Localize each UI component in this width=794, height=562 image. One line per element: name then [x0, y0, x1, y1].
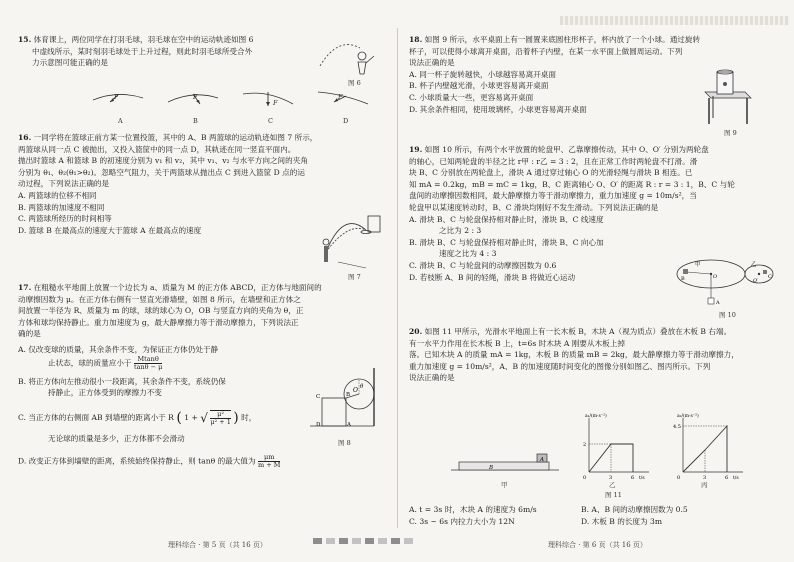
- q18-option-c: C. 小球质量大一些，更容易离开桌面: [409, 92, 534, 102]
- figure-7-basketball: [318, 212, 384, 270]
- q17-option-c-paren-right: ): [233, 409, 239, 426]
- q15-option-b-label: B: [193, 117, 198, 125]
- q17-option-c-sqrt-sign: √: [200, 410, 208, 425]
- q16-stem-line: 抛出时篮球 A 和篮球 B 的初速度分别为 v₁ 和 v₂，其中 v₁、v₂ 与水平方向之间的夹角: [18, 156, 308, 166]
- figure-10-caption: 图 10: [719, 311, 736, 319]
- figure-10-label-yi: 乙: [751, 262, 757, 268]
- figure-9-cup-on-table: [699, 62, 755, 126]
- q19-option-a-line2: 之比为 2 : 3: [439, 226, 482, 236]
- q15-force-label-d: F: [338, 93, 343, 101]
- q19-stem-line: 如图 10 所示，有两个水平放置的轮盘甲、乙靠摩擦传动，其中 O、O′ 分别为两轮盘: [424, 145, 709, 154]
- figure-11-bing-graph: [671, 412, 747, 482]
- q18-option-d: D. 其余条件相同，使用玻璃杯，小球更容易离开桌面: [409, 104, 587, 114]
- q19-option-a-line1: A. 滑块 B、C 与轮盘保持相对静止时，滑块 B、C 线速度: [409, 214, 604, 224]
- q15-stem-line: 力示意图可能正确的是: [32, 58, 108, 68]
- figure-8-label-o: O: [353, 387, 358, 394]
- figure-11-yi-graph: [579, 412, 655, 482]
- q19-option-b-line2: 速度之比为 4 : 3: [439, 249, 497, 259]
- q17-option-a-numerator: Mtanθ: [134, 356, 162, 364]
- q20-options: [409, 504, 779, 527]
- yi-y-tick: 2: [583, 442, 587, 448]
- q17-option-d: [18, 454, 388, 469]
- q20-option-c: C. 3s ~ 6s 内拉力大小为 12N: [409, 516, 515, 526]
- q17-option-a-line1: A. 仅改变球的质量，其余条件不变，为保证正方体仍处于静: [18, 344, 219, 354]
- q16-option-c: C. 两篮球所经历的时间相等: [18, 214, 112, 224]
- q18-stem-line: 杯子，可以使得小球离开桌面，沿着杯子内壁，在某一水平面上做圆周运动。下列: [409, 46, 683, 56]
- figure-10-label-a: A: [716, 300, 720, 306]
- q19-option-d: D. 若枝断 A、B 间的轻绳，滑块 B 将做近心运动: [409, 272, 576, 282]
- footer-mark: [352, 538, 361, 544]
- figure-8-cube-ball: [308, 364, 384, 434]
- figure-8-label-theta: θ: [360, 384, 364, 390]
- q17-option-a-fraction: [134, 356, 162, 371]
- footer-mark: [378, 538, 387, 544]
- q15-option-d-label: D: [343, 117, 349, 125]
- q19-stem-line: 的轴心，已知两轮盘的半径之比 r甲 : r乙 = 3 : 2，且在正常工作时两轮盘不打滑。滑: [409, 156, 698, 166]
- q16-stem-line: 分别为 θ₁、θ₂(θ₁>θ₂)。忽略空气阻力，关于两篮球从抛出点 C 到进入篮筐 D 点的运: [18, 167, 305, 177]
- page-divider: [397, 28, 398, 528]
- bing-x-tick-0: 0: [677, 475, 681, 481]
- q17-option-c-fraction: [210, 410, 231, 426]
- yi-x-axis-label: t/s: [639, 476, 645, 481]
- q17-number: 17.: [18, 283, 32, 292]
- q19-option-b-line1: B. 滑块 B、C 与轮盘保持相对静止时，滑块 B、C 向心加: [409, 237, 604, 247]
- figure-10-label-o: O: [713, 274, 718, 280]
- q15-force-label-c: F: [273, 99, 278, 107]
- q15-number: 15.: [18, 35, 32, 44]
- yi-x-tick-3: 3: [609, 475, 613, 481]
- figure-10-wheels: [671, 252, 775, 308]
- q19-stem-line: 知 mA = 0.2kg，mB = mC = 1kg，B、C 距离轴心 O、O′ 的距离 R : r = 3 : 1，B、C 与轮: [409, 179, 735, 189]
- q15-force-label-b: F: [193, 93, 198, 101]
- figure-8-label-b: B: [346, 392, 351, 398]
- footer-mark: [326, 538, 335, 544]
- figure-11-sub-caption-jia: 甲: [501, 481, 508, 489]
- q15-option-d-arrow: [318, 92, 368, 104]
- q20-options-row2: [409, 516, 779, 528]
- figure-10-label-c: C: [768, 274, 772, 280]
- q20-option-a: A. t = 3s 时，木块 A 的速度为 6m/s: [409, 505, 537, 514]
- q17-option-c-one-plus: 1 +: [184, 412, 198, 422]
- q17-stem-line: 确的是: [18, 329, 41, 339]
- yi-x-tick-0: 0: [583, 475, 587, 481]
- figure-11-block-b-label: B: [489, 465, 494, 471]
- q17-option-c-denominator: μ² + 1: [210, 417, 231, 426]
- figure-11-block-a-label: A: [540, 457, 544, 463]
- q15-stem-line: 中虚线所示，某时刻羽毛球处于上升过程，则此时羽毛球所受合外: [32, 46, 253, 56]
- figure-11-caption: 图 11: [605, 491, 622, 499]
- q15-option-a-label: A: [118, 117, 123, 125]
- q20-stem-line: 有一水平力作用在长木板 B 上，t=6s 时木块 A 刚要从木板上掉: [409, 338, 625, 348]
- figure-11-sub-caption-bing: 丙: [701, 481, 708, 489]
- q20-option-b: B. A、B 间的动摩擦因数为 0.5: [581, 505, 688, 514]
- left-page-footer: 理科综合 · 第 5 页（共 16 页）: [168, 541, 267, 549]
- q16-option-d: D. 篮球 B 在最高点的速度大于篮球 A 在最高点的速度: [18, 225, 202, 235]
- q20-number: 20.: [409, 327, 423, 336]
- figure-9-caption: 图 9: [724, 129, 737, 137]
- figure-10-label-jia: 甲: [695, 262, 701, 268]
- q17-option-b-line2: 持静止，正方体受到的摩擦力不变: [48, 388, 162, 398]
- q18-number: 18.: [409, 35, 423, 44]
- q16-stem-line: 动过程，下列说法正确的是: [18, 179, 110, 189]
- q17-stem-line: 动摩擦因数为 μ。在正方体右侧有一竖直光滑墙壁，如图 8 所示，在墙壁和正方体之: [18, 294, 301, 304]
- q19-stem-line: 轮盘甲以某速度转动时，B、C 滑块均刚好不发生滑动。下列说法正确的是: [409, 202, 659, 212]
- q17-option-d-fraction: [258, 454, 280, 469]
- figure-7-caption: 图 7: [348, 273, 361, 281]
- q15-option-c-arrow: [243, 92, 293, 106]
- bing-x-tick-3: 3: [703, 475, 707, 481]
- q20-stem-line: 如图 11 甲所示，光滑水平地面上有一长木板 B，木块 A（视为质点）叠放在木板 B 右端。: [424, 327, 732, 336]
- q17-option-c-suffix: 时，: [241, 412, 257, 422]
- q17-option-d-text: D. 改变正方体到墙壁的距离，系统始终保持静止，则 tanθ 的最大值为: [18, 456, 256, 466]
- q15-options-diagram: [88, 86, 378, 120]
- bing-y-tick: 4.5: [673, 424, 681, 430]
- q16-number: 16.: [18, 133, 32, 142]
- footer-mark: [391, 538, 400, 544]
- yi-y-axis-label: a₁/(m·s⁻²): [585, 414, 607, 419]
- bing-x-tick-6: 6: [725, 475, 729, 481]
- q17-option-a-denominator: tanθ − μ: [133, 362, 163, 371]
- q15-stem-line: 体育课上，两位同学在打羽毛球，羽毛球在空中的运动轨迹如图 6: [33, 35, 254, 44]
- q17-option-d-denominator: m + M: [257, 461, 281, 470]
- q17-option-d-numerator: μm: [258, 454, 280, 462]
- bing-x-axis-label: t/s: [733, 476, 739, 481]
- q19-stem-line: 盘间的动摩擦因数相同，最大静摩擦力等于滑动摩擦力，重力加速度 g = 10m/s²，当: [409, 191, 697, 201]
- q17-option-c-line2: 无论球的质量是多少，正方体都不会滑动: [48, 433, 185, 443]
- q15-force-label-a: F: [114, 93, 119, 101]
- q19-stem-line: 块 B、C 分别放在两轮盘上，滑块 A 通过穿过轴心 O 的光滑轻绳与滑块 B 相连。已: [409, 168, 693, 178]
- q18-stem-line: 如图 9 所示，水平桌面上有一圆置来底圆柱形杯子，杯内放了一个小球。通过旋转: [424, 35, 701, 44]
- figure-8-label-c: C: [316, 394, 321, 400]
- q16-option-a: A. 两篮球的位移不相同: [18, 190, 97, 200]
- figure-8-label-d: D: [316, 422, 321, 428]
- q17-option-b-line1: B. 将正方体向左推动很小一段距离，其余条件不变，系统仍保: [18, 376, 226, 386]
- figure-6-caption: 图 6: [348, 79, 361, 87]
- figure-6-badminton: [318, 36, 378, 78]
- q17-option-c-numerator: μ²: [210, 411, 231, 419]
- figure-8-caption: 图 8: [338, 439, 351, 447]
- figure-11-sub-caption-yi: 乙: [609, 481, 616, 489]
- q16-option-b: B. 两篮球的加速度不相同: [18, 202, 105, 212]
- q17-stem-line: 间放置一半径为 R、质量为 m 的球，球的球心为 O，OB 与竖直方向的夹角为 θ，正: [18, 306, 304, 316]
- footer-mark: [404, 538, 413, 544]
- footer-mark: [365, 538, 374, 544]
- figure-11-jia-blocks: [449, 440, 561, 480]
- q17-stem-line: 方体和球均保持静止。重力加速度为 g，最大静摩擦力等于滑动摩擦力，下列说法正: [18, 317, 299, 327]
- figure-10-label-b: B: [681, 276, 685, 282]
- q15-option-c-label: C: [268, 117, 273, 125]
- scan-footer-marks: [313, 538, 413, 544]
- q20-options-row1: [409, 504, 779, 516]
- figure-10-label-o-prime: O′: [753, 278, 759, 284]
- q16-stem-line: 一同学将在篮球正前方某一位置投篮，其中的 A、B 两篮球的运动轨迹如图 7 所示，: [33, 133, 318, 142]
- q20-stem-line: 落。已知木块 A 的质量 mA = 1kg，木板 B 的质量 mB = 2kg，最大静摩擦力等于滑动摩擦力，: [409, 350, 739, 360]
- bing-y-axis-label: a₂/(m·s⁻²): [677, 414, 699, 419]
- figure-8-label-a: A: [347, 422, 351, 428]
- yi-x-tick-6: 6: [631, 475, 635, 481]
- q17-stem-line: 在粗糙水平地面上放置一个边长为 a、质量为 M 的正方体 ABCD，正方体与地面间的: [33, 283, 322, 292]
- q17-option-c-text: C. 当正方体的右侧面 AB 到墙壁的距离小于 R: [18, 412, 174, 422]
- q19-option-c: C. 滑块 B、C 与轮盘间的动摩擦因数为 0.6: [409, 260, 557, 270]
- question-20: [409, 326, 779, 384]
- q16-stem-line: 两篮球从同一点 C 被抛出，又投入篮筐中的同一点 D，其轨迹在同一竖直平面内。: [18, 144, 296, 154]
- q19-number: 19.: [409, 145, 423, 154]
- q18-stem-line: 说法正确的是: [409, 58, 455, 68]
- q17-option-a-text: 止状态，球的质量应小于: [48, 358, 132, 368]
- q18-option-b: B. 杯子内壁越光滑，小球更容易离开桌面: [409, 81, 549, 91]
- footer-mark: [339, 538, 348, 544]
- q17-option-c-paren-left: (: [176, 409, 182, 426]
- q20-stem-line: 说法正确的是: [409, 373, 455, 383]
- right-page-footer: 理科综合 · 第 6 页（共 16 页）: [548, 541, 647, 549]
- scan-header-band: [560, 16, 790, 25]
- footer-mark: [313, 538, 322, 544]
- q18-option-a: A. 同一杯子旋转越快，小球越容易离开桌面: [409, 69, 556, 79]
- q20-option-d: D. 木板 B 的长度为 3m: [581, 516, 663, 526]
- q20-stem-line: 重力加速度 g = 10m/s²，A、B 的加速度随时间变化的图像分别如图乙、图丙所示。下列: [409, 361, 711, 371]
